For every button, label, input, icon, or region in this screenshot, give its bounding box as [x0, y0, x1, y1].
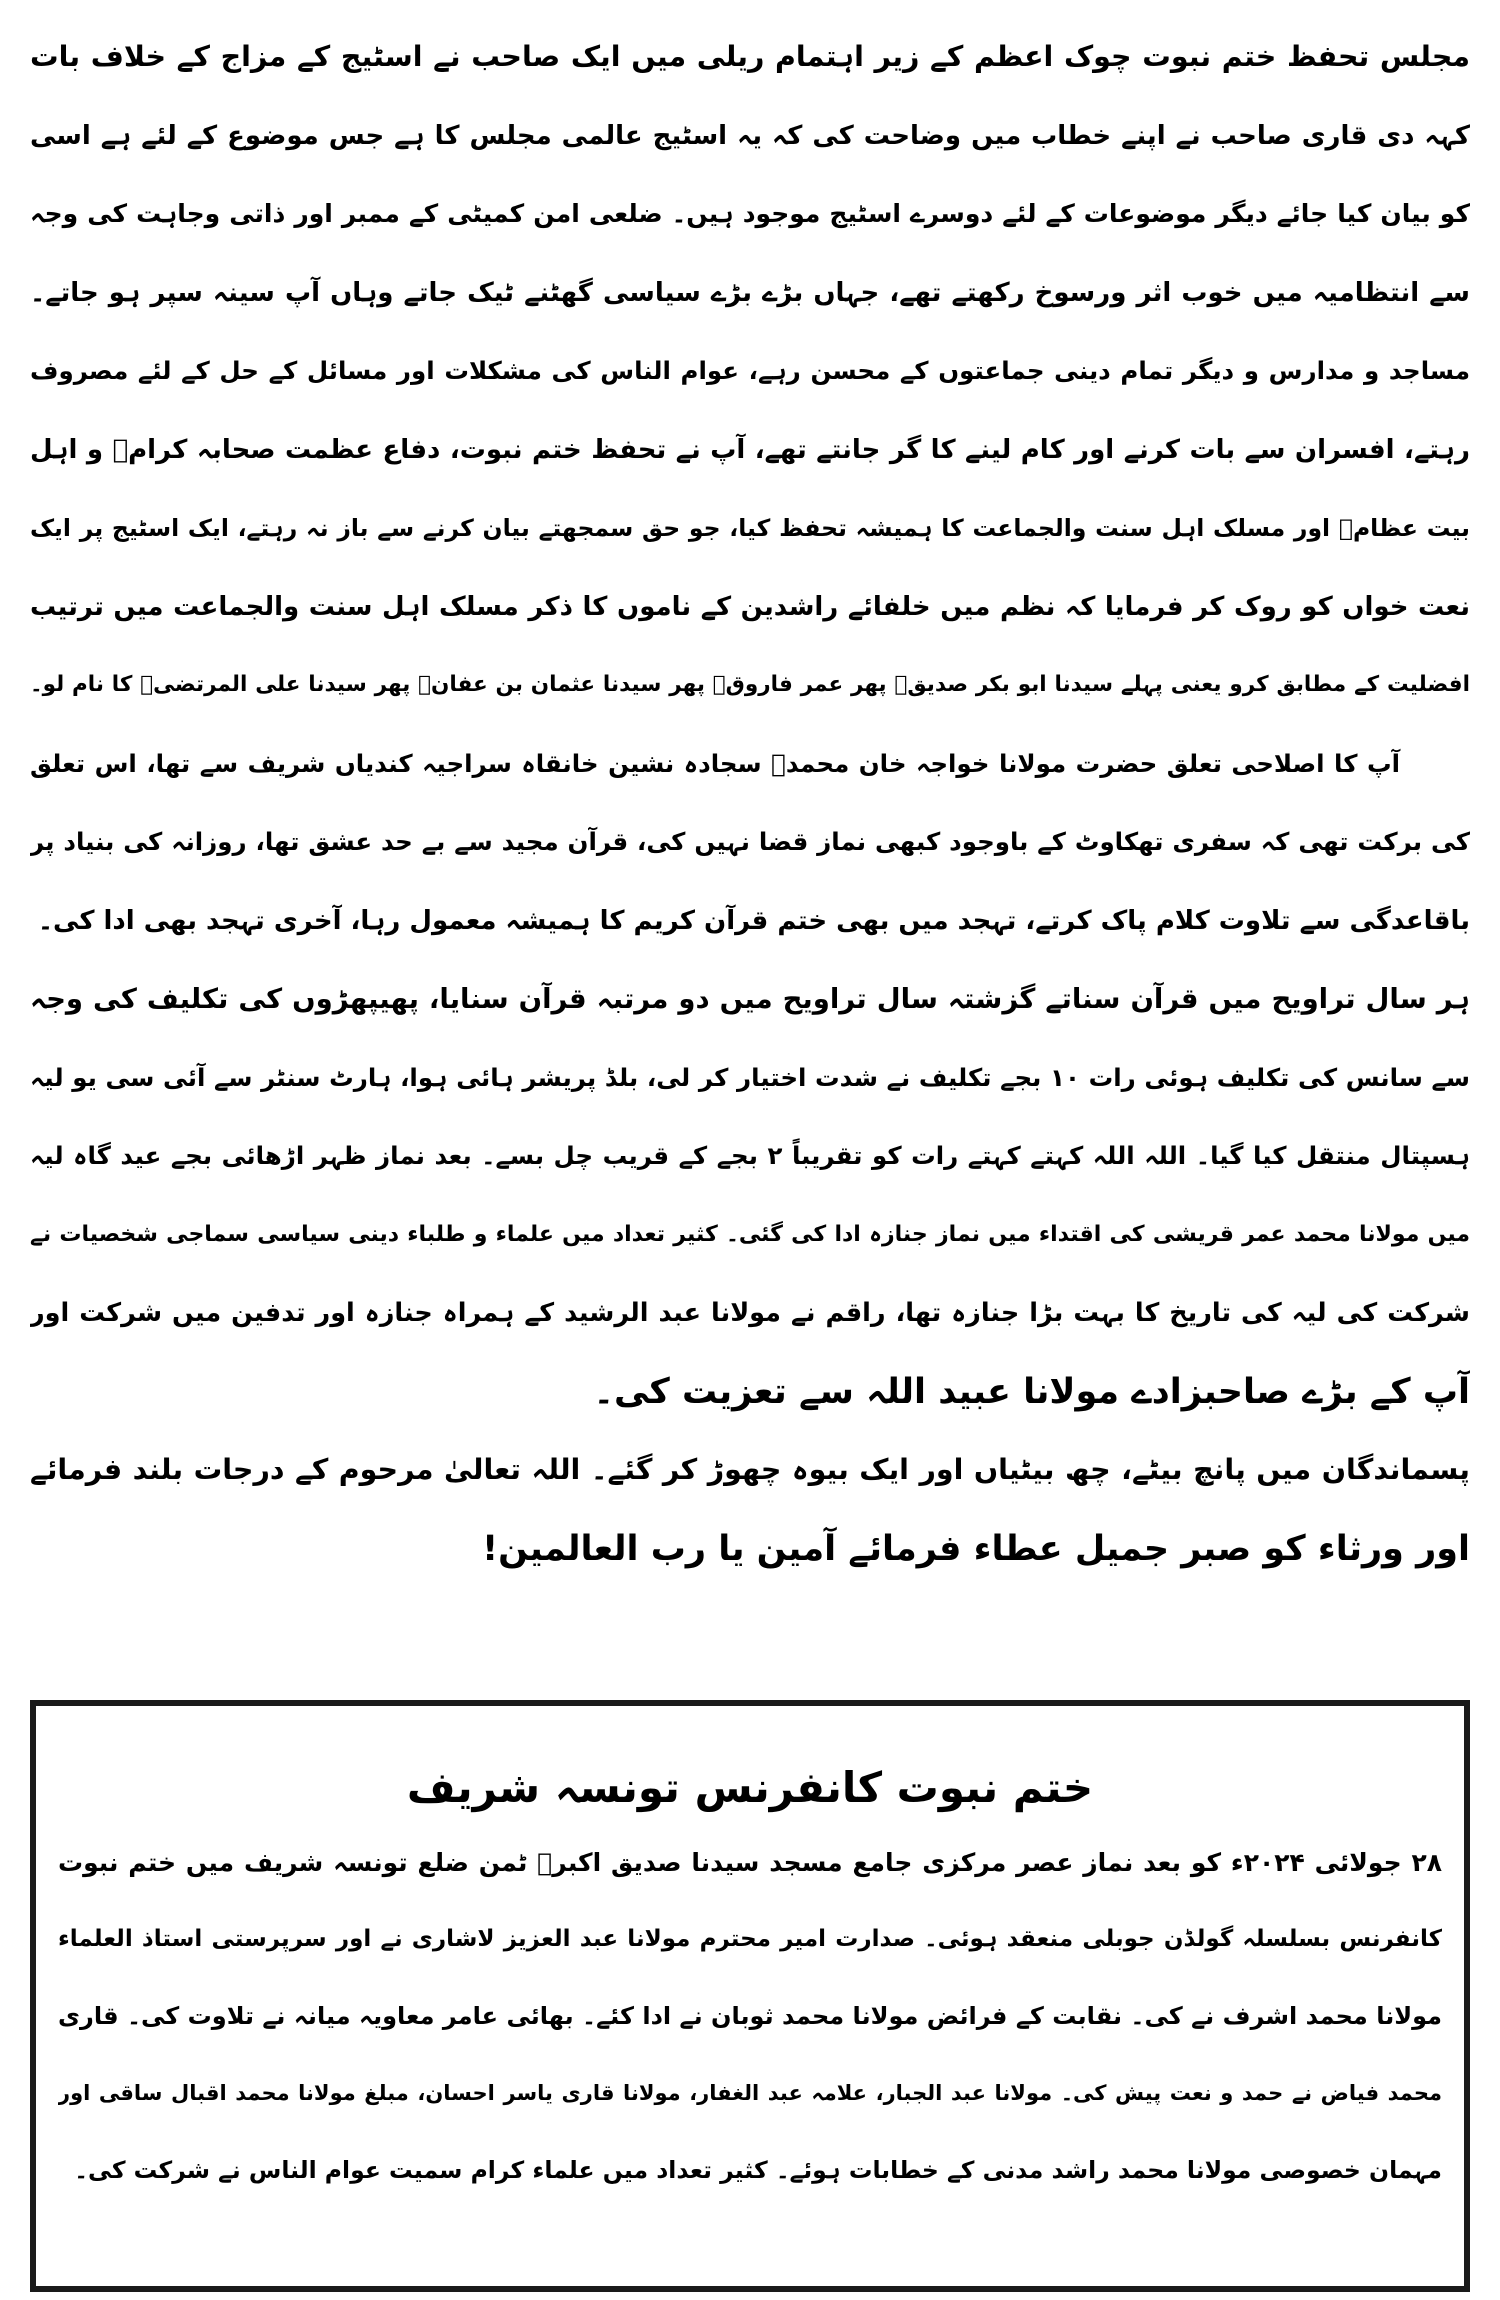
article-line: باقاعدگی سے تلاوت کلام پاک کرتے، تہجد میں بھی ختم قرآن کریم کا ہمیشہ معمول رہا، آخری تہجد بھی ادا کی۔ — [37, 905, 1470, 936]
article-line: شرکت کی لیہ کی تاریخ کا بہت بڑا جنازہ تھا، راقم نے مولانا عبد الرشید کے ہمراہ جنازہ اور تدفین میں شرکت اور — [30, 1298, 1470, 1328]
article-line: مساجد و مدارس و دیگر تمام دینی جماعتوں کے محسن رہے، عوام الناس کی مشکلات اور مسائل کے حل کے لئے مصروف — [30, 356, 1470, 385]
box-line: محمد فیاض نے حمد و نعت پیش کی۔ مولانا عبد الجبار، علامہ عبد الغفار، مولانا قاری یاسر احسان، مبلغ مولانا محمد اقبال ساقی اور — [58, 2081, 1442, 2105]
article-line: بیت عظامؓ اور مسلک اہل سنت والجماعت کا ہمیشہ تحفظ کیا، جو حق سمجھتے بیان کرنے سے باز نہ رہتے، ایک اسٹیج پر ایک — [30, 514, 1470, 542]
article-body — [30, 18, 1470, 1588]
article-line: رہتے، افسران سے بات کرنے اور کام لینے کا گر جانتے تھے، آپ نے تحفظ ختم نبوت، دفاع عظمت صحابہ کرامؓ و اہل — [30, 434, 1470, 465]
article-line: مجلس تحفظ ختم نبوت چوک اعظم کے زیر اہتمام ریلی میں ایک صاحب نے اسٹیج کے مزاج کے خلاف بات — [30, 40, 1470, 73]
article-line: کو بیان کیا جائے دیگر موضوعات کے لئے دوسرے اسٹیج موجود ہیں۔ ضلعی امن کمیٹی کے ممبر اور ذاتی وجاہت کی وجہ — [30, 199, 1470, 228]
article-line: نعت خواں کو روک کر فرمایا کہ نظم میں خلفائے راشدین کے ناموں کا ذکر مسلک اہل سنت والجماعت میں ترتیب — [30, 591, 1470, 622]
article-line: سے انتظامیہ میں خوب اثر ورسوخ رکھتے تھے، جہاں بڑے بڑے سیاسی گھٹنے ٹیک جاتے وہاں آپ سینہ سپر ہو جاتے۔ — [30, 277, 1470, 308]
article-line: میں مولانا محمد عمر قریشی کی اقتداء میں نماز جنازہ ادا کی گئی۔ کثیر تعداد میں علماء و طلباء دینی سیاسی سماجی شخصیات نے — [30, 1221, 1470, 1247]
article-line: ہسپتال منتقل کیا گیا۔ اللہ اللہ کہتے کہتے رات کو تقریباً ۲ بجے کے قریب چل بسے۔ بعد نماز ظہر اڑھائی بجے عید گاہ لیہ — [30, 1141, 1470, 1170]
article-line: آپ کا اصلاحی تعلق حضرت مولانا خواجہ خان محمدؒ سجادہ نشین خانقاہ سراجیہ کندیاں شریف سے تھا، اس تعلق — [30, 748, 1400, 778]
box-headline: ختم نبوت کانفرنس تونسہ شریف — [406, 1763, 1094, 1812]
article-line: سے سانس کی تکلیف ہوئی رات ۱۰ بجے تکلیف نے شدت اختیار کر لی، بلڈ پریشر ہائی ہوا، ہارٹ سنٹر سے آئی سی یو لیہ — [30, 1062, 1470, 1092]
box-line: کانفرنس بسلسلہ گولڈن جوبلی منعقد ہوئی۔ صدارت امیر محترم مولانا عبد العزیز لاشاری نے اور سرپرستی استاذ العلماء — [58, 1926, 1442, 1952]
article-line: آپ کے بڑے صاحبزادے مولانا عبید اللہ سے تعزیت کی۔ — [593, 1371, 1470, 1412]
box-body — [58, 1824, 1442, 2209]
article-line: کہہ دی قاری صاحب نے اپنے خطاب میں وضاحت کی کہ یہ اسٹیج عالمی مجلس کا ہے جس موضوع کے لئے ہے اسی — [30, 120, 1470, 151]
article-line: پسماندگان میں پانچ بیٹے، چھ بیٹیاں اور ایک بیوہ چھوڑ کر گئے۔ اللہ تعالیٰ مرحوم کے درجات بلند فرمائے — [30, 1453, 1470, 1486]
article-line: کی برکت تھی کہ سفری تھکاوٹ کے باوجود کبھی نماز قضا نہیں کی، قرآن مجید سے بے حد عشق تھا، روزانہ کی بنیاد پر — [30, 827, 1470, 856]
box-line: مولانا محمد اشرف نے کی۔ نقابت کے فرائض مولانا محمد ثوبان نے ادا کئے۔ بھائی عامر معاویہ میانہ نے تلاوت کی۔ قاری — [58, 2002, 1442, 2030]
box-line: ۲۸ جولائی ۲۰۲۴ء کو بعد نماز عصر مرکزی جامع مسجد سیدنا صدیق اکبرؓ ٹمن ضلع تونسہ شریف میں ختم نبوت — [58, 1848, 1442, 1877]
article-line: ہر سال تراویح میں قرآن سناتے گزشتہ سال تراویح میں دو مرتبہ قرآن سنایا، پھیپھڑوں کی تکلیف کی وجہ — [30, 983, 1470, 1015]
article-line: اور ورثاء کو صبر جمیل عطاء فرمائے آمین یا رب العالمین! — [482, 1528, 1470, 1569]
box-line: مہمان خصوصی مولانا محمد راشد مدنی کے خطابات ہوئے۔ کثیر تعداد میں علماء کرام سمیت عوام الناس نے شرکت کی۔ — [74, 2156, 1442, 2184]
article-line: افضلیت کے مطابق کرو یعنی پہلے سیدنا ابو بکر صدیقؓ پھر عمر فاروقؓ پھر سیدنا عثمان بن عفانؓ پھر سیدنا علی المرتضیؓ کا نام لو۔ — [30, 672, 1470, 697]
conference-news-box — [30, 1700, 1470, 2292]
